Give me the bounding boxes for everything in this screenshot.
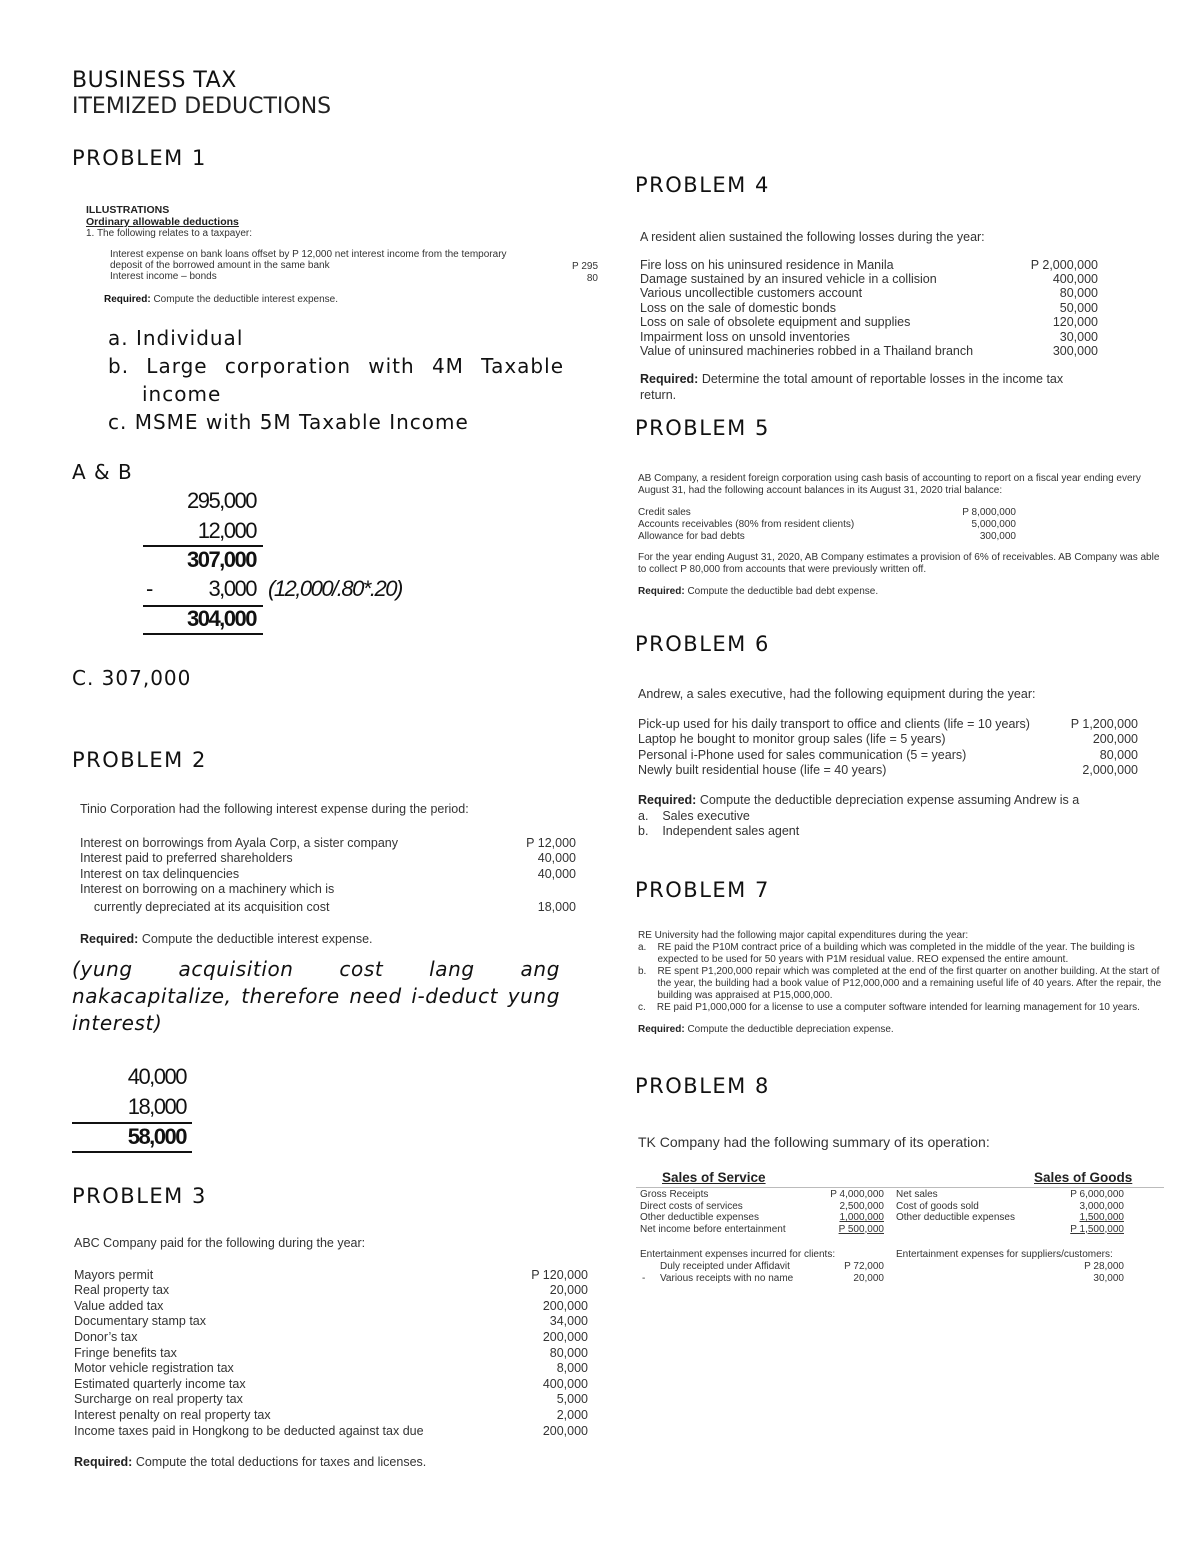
calc-value-304000: 304,000 [186,606,256,631]
sales-of-service-title: Sales of Service [662,1170,766,1185]
entertainment-suppliers [896,1249,1124,1284]
problem-7-heading: PROBLEM 7 [635,878,770,902]
problem-1-illustration [86,204,606,305]
problem-5-intro-2: August 31, had the following account balances in its August 31, 2020 trial balance: [638,485,1003,496]
problem-8-intro: TK Company had the following summary of its operation: [638,1134,990,1150]
problem-1-heading: PROBLEM 1 [72,146,207,170]
problem-6-heading: PROBLEM 6 [635,632,770,656]
list-item: Interest paid to preferred shareholders 40,000 [80,851,576,866]
problem-2-required: Required: Compute the deductible interest expense. [80,931,373,946]
document-subtitle: ITEMIZED DEDUCTIONS [72,94,332,119]
list-item: Fringe benefits tax 80,000 [74,1345,588,1360]
list-item: Interest on borrowing on a machinery which is [80,882,335,897]
list-item: Allowance for bad debts 300,000 [638,531,1016,542]
problem-2-heading: PROBLEM 2 [72,748,207,772]
calc-value-58000: 58,000 [127,1124,186,1149]
calc-rule [72,1151,192,1153]
list-item: Accounts receivables (80% from resident clients) 5,000,000 [638,519,1016,530]
sales-of-service-table [640,1189,884,1235]
calc-value-12000: 12,000 [197,518,256,543]
problem-4-intro: A resident alien sustained the following losses during the year: [640,230,985,244]
list-item: Newly built residential house (life = 40 years) 2,000,000 [638,763,1138,778]
list-item: Interest on tax delinquencies 40,000 [80,866,576,881]
list-item: Pick-up used for his daily transport to office and clients (life = 10 years) P 1,200,000 [638,716,1138,731]
calc-value-307000: 307,000 [186,547,256,572]
problem-7-body [638,930,1162,1036]
problem-6-body [638,687,1138,840]
problem-6-required: Required: Compute the deductible depreciation expense assuming Andrew is a [638,792,1080,807]
problem-7-line: b. RE spent P1,200,000 repair which was completed at the end of the first quarter on another building. At the start of [638,966,1160,977]
problem-6-option-a: a. Sales executive [638,808,750,823]
table-row: Net income before entertainment P 500,000 [640,1223,884,1235]
sales-of-goods-table [896,1189,1124,1235]
list-item: Documentary stamp tax 34,000 [74,1314,588,1329]
list-item: Value added tax 200,000 [74,1298,588,1313]
list-item: Value of uninsured machineries robbed in a Thailand branch 300,000 [640,343,1098,358]
table-row: Gross Receipts P 4,000,000 [640,1189,884,1200]
problem-5-required: Required: Compute the deductible bad debt expense. [638,586,879,597]
list-item: Laptop he bought to monitor group sales (life = 5 years) 200,000 [638,732,1138,747]
problem-7-line: expected to be used for 50 years with P1M residual value. REO expensed the entire amount. [638,954,1069,965]
problem-8-heading: PROBLEM 8 [635,1074,770,1098]
calc-value-40000: 40,000 [127,1064,186,1089]
list-item: Income taxes paid in Hongkong to be deducted against tax due 200,000 [74,1423,588,1438]
list-item: Surcharge on real property tax 5,000 [74,1392,588,1407]
table-row: Direct costs of services 2,500,000 [640,1200,884,1212]
list-item: Various uncollectible customers account 80,000 [640,286,1098,301]
calc-rule [143,633,263,635]
list-item: Donor’s tax 200,000 [74,1329,588,1344]
list-item: Personal i-Phone used for sales communication (5 = years) 80,000 [638,747,1138,762]
calc-value-18000: 18,000 [127,1094,186,1119]
list-item: currently depreciated at its acquisition cost 18,000 [80,899,576,914]
list-item: Mayors permit P 120,000 [74,1267,588,1282]
problem-4-heading: PROBLEM 4 [635,173,770,197]
problem-7-intro: RE University had the following major capital expenditures during the year: [638,930,969,941]
problem-4-body [640,230,1098,404]
list-item: Credit sales P 8,000,000 [638,507,1016,518]
list-item: Real property tax 20,000 [74,1283,588,1298]
calc-minus: - [146,576,152,601]
table-row: P 1,500,000 [1070,1223,1124,1235]
illustration-line-1: Interest expense on bank loans offset by P 12,000 net interest income from the temporary [110,249,507,260]
calc-value-295000: 295,000 [186,488,256,513]
problem-5-intro-1: AB Company, a resident foreign corporation using cash basis of accounting to report on a fiscal year ending every [638,473,1141,484]
illustration-subtitle: Ordinary allowable deductions [86,216,239,228]
problem-2-intro: Tinio Corporation had the following interest expense during the period: [80,802,469,816]
problem-7-line: c. RE paid P1,000,000 for a license to use a computer software intended for learning management for 10 years. [638,1002,1140,1013]
problem-2-body [80,802,580,947]
option-b-cont: income [142,382,222,406]
problem-3-intro: ABC Company paid for the following during the year: [74,1236,366,1250]
problem-6-intro: Andrew, a sales executive, had the following equipment during the year: [638,687,1036,701]
problem-3-body [74,1236,588,1471]
problem-4-required: Required: Determine the total amount of reportable losses in the income tax return. [640,372,1064,402]
list-item: Interest on borrowings from Ayala Corp, a sister company P 12,000 [80,835,576,850]
option-c: c. MSME with 5M Taxable Income [108,410,469,434]
table-row: 30,000 [1093,1272,1124,1284]
table-row: Other deductible expenses 1,500,000 [896,1212,1124,1223]
list-item: Interest penalty on real property tax 2,000 [74,1407,588,1422]
table-row: Duly receipted under Affidavit P 72,000 [660,1261,884,1272]
calc-value-3000: 3,000 [208,576,256,601]
answer-a-b-label: A & B [72,460,133,484]
list-item: Fire loss on his uninsured residence in Manila P 2,000,000 [640,257,1098,272]
answer-c: C. 307,000 [72,666,192,690]
problem-5-heading: PROBLEM 5 [635,416,770,440]
entertainment-clients-title: Entertainment expenses incurred for clients: [640,1249,836,1260]
problem-7-required: Required: Compute the deductible depreciation expense. [638,1024,894,1035]
table-row: Other deductible expenses 1,000,000 [640,1212,884,1223]
illustration-value-1: P 295 [572,261,598,272]
list-item: Impairment loss on unsold inventories 30,000 [640,329,1098,344]
table-row: P 28,000 [1084,1261,1124,1272]
option-b: b. Large corporation with 4M Taxable [108,354,564,378]
problem-3-required: Required: Compute the total deductions for taxes and licenses. [74,1455,427,1470]
illustration-line-3: Interest income – bonds [110,271,217,282]
option-a: a. Individual [108,326,244,350]
entertainment-clients [640,1249,884,1284]
calc-formula: (12,000/.80*.20) [268,576,402,601]
sales-of-goods-title: Sales of Goods [1034,1170,1133,1185]
problem-2-note: (yung acquisition cost lang ang nakacapitalize, therefore need i-deduct yung interest) [72,957,560,1035]
problem-6-option-b: b. Independent sales agent [638,824,800,839]
problem-7-line: the year, the building had a book value of P12,000,000 and a remaining useful life of 40 years. After the repair, the [638,978,1162,989]
list-item: Motor vehicle registration tax 8,000 [74,1361,588,1376]
problem-5-note-1: For the year ending August 31, 2020, AB Company estimates a provision of 6% of receivables. AB Company was able [638,552,1160,563]
problem-1-options [108,324,564,436]
list-item: Loss on the sale of domestic bonds 50,000 [640,300,1098,315]
problem-5-body [638,473,1162,598]
table-row: Net sales P 6,000,000 [896,1189,1124,1200]
illustration-item: 1. The following relates to a taxpayer: [86,228,253,239]
illustration-required: Required: Compute the deductible interest expense. [104,294,339,305]
illustration-line-2: deposit of the borrowed amount in the same bank [110,260,330,271]
problem-3-heading: PROBLEM 3 [72,1184,207,1208]
table-row: - Various receipts with no name 20,000 [642,1272,884,1284]
problem-7-line: building was appraised at P15,000,000. [638,990,833,1001]
list-item: Estimated quarterly income tax 400,000 [74,1376,588,1391]
document-title: BUSINESS TAX [72,68,237,93]
divider [636,1187,1164,1188]
list-item: Loss on sale of obsolete equipment and supplies 120,000 [640,315,1098,330]
problem-5-note-2: to collect P 80,000 from accounts that were previously written off. [638,564,927,575]
illustration-title: ILLUSTRATIONS [86,204,170,216]
problem-7-line: a. RE paid the P10M contract price of a building which was completed in the middle of the year. The building is [638,942,1135,953]
illustration-value-2: 80 [586,273,598,284]
list-item: Damage sustained by an insured vehicle in a collision 400,000 [640,271,1098,286]
entertainment-suppliers-title: Entertainment expenses for suppliers/customers: [896,1249,1113,1260]
table-row: Cost of goods sold 3,000,000 [896,1200,1124,1212]
